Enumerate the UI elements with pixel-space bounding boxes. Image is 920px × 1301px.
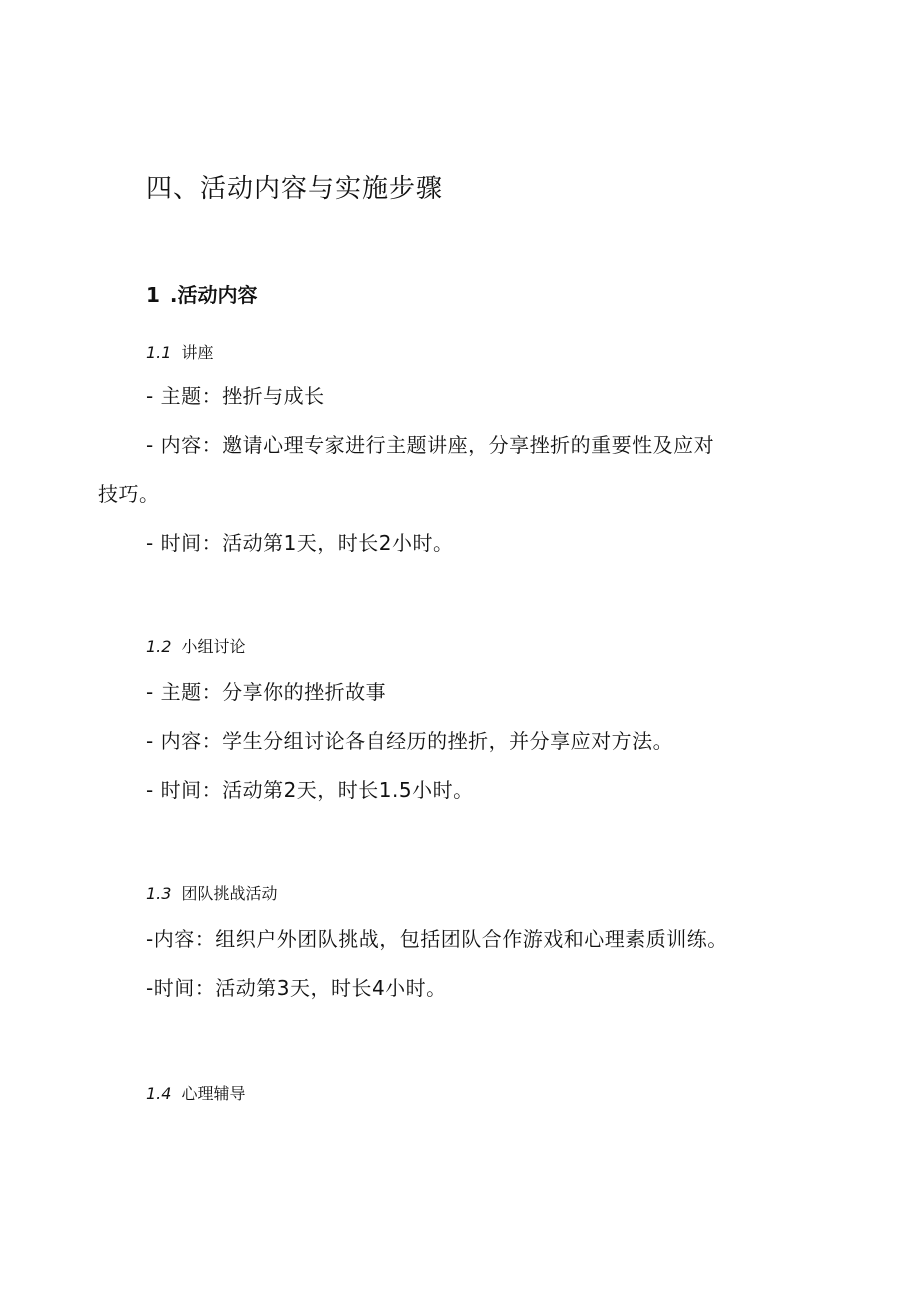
item-title: 讲座 [181, 343, 214, 362]
item-number: 1.4 [146, 1084, 172, 1103]
item-heading [146, 639, 245, 655]
item-line: - 时间：活动第1天，时长2小时。 [146, 531, 454, 555]
subsection-number: 1 [146, 283, 160, 307]
item-line: - 内容：学生分组讨论各自经历的挫折，并分享应对方法。 [146, 729, 674, 753]
subsection-heading [146, 285, 258, 305]
subsection-title: .活动内容 [169, 283, 258, 307]
item-line: - 主题：挫折与成长 [146, 384, 325, 408]
item-number: 1.3 [146, 884, 172, 903]
item-heading [146, 1086, 245, 1102]
item-heading [146, 345, 213, 361]
item-line: -内容：组织户外团队挑战，包括团队合作游戏和心理素质训练。 [146, 927, 728, 951]
item-title: 心理辅导 [181, 1084, 246, 1103]
item-line: -时间：活动第3天，时长4小时。 [146, 976, 447, 1000]
item-line: - 时间：活动第2天，时长1.5小时。 [146, 778, 474, 802]
item-title: 团队挑战活动 [181, 884, 278, 903]
item-number: 1.1 [146, 343, 172, 362]
item-line: - 主题：分享你的挫折故事 [146, 680, 387, 704]
item-title: 小组讨论 [181, 637, 246, 656]
item-line: 技巧。 [98, 482, 160, 506]
section-title: 四、活动内容与实施步骤 [146, 174, 444, 204]
item-line: - 内容：邀请心理专家进行主题讲座，分享挫折的重要性及应对 [146, 433, 715, 457]
item-number: 1.2 [146, 637, 172, 656]
item-heading [146, 886, 277, 902]
